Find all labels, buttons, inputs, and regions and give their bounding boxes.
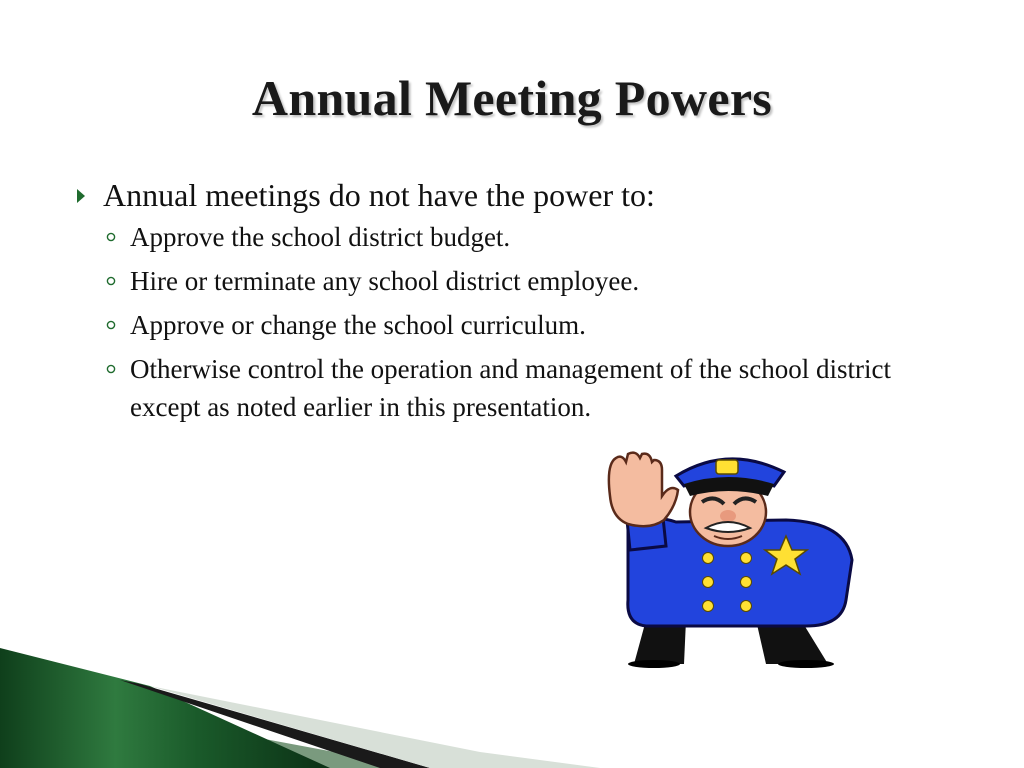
main-bullet-text: Annual meetings do not have the power to:	[103, 177, 655, 213]
sub-bullet-text: Hire or terminate any school district employee.	[130, 266, 640, 296]
circle-bullet-icon	[102, 350, 130, 388]
triangle-bullet-icon	[72, 172, 103, 218]
sub-bullet-list	[72, 218, 972, 426]
sub-bullet-text: Approve the school district budget.	[130, 222, 511, 252]
main-bullet	[72, 172, 972, 218]
list-item	[72, 262, 972, 300]
police-officer-stop-icon	[606, 450, 858, 668]
list-item	[72, 350, 972, 426]
list-item	[72, 306, 972, 344]
slide-title: Annual Meeting Powers	[251, 70, 773, 126]
list-item	[72, 218, 972, 256]
slide-body	[72, 172, 972, 432]
sub-bullet-text: Otherwise control the operation and management of the school district except as noted earlier in this presentation.	[130, 354, 892, 422]
decorative-corner-swoosh	[0, 640, 1024, 768]
circle-bullet-icon	[102, 306, 130, 344]
sub-bullet-text: Approve or change the school curriculum.	[130, 310, 586, 340]
circle-bullet-icon	[102, 262, 130, 300]
circle-bullet-icon	[102, 218, 130, 256]
